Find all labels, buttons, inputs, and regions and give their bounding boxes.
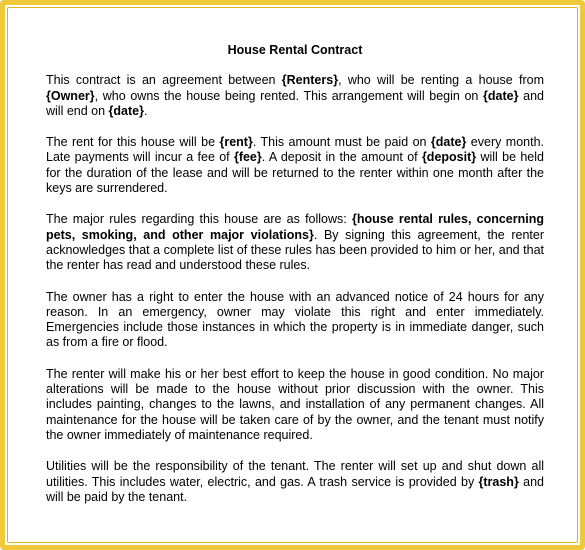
placeholder-field: {date} <box>108 103 144 118</box>
placeholder-field: {fee} <box>233 150 262 165</box>
placeholder-field: {house rental rules, concerning pets, smoking, and other major violations} <box>46 212 545 242</box>
placeholder-field: {date} <box>430 135 467 150</box>
contract-paragraph <box>46 290 544 351</box>
placeholder-field: {trash} <box>478 474 519 489</box>
contract-paragraph <box>46 212 544 273</box>
placeholder-field: {rent} <box>219 135 253 150</box>
contract-document <box>46 43 544 521</box>
paragraph-text: The major rules regarding this house are as follows: <box>46 212 352 227</box>
placeholder-field: {Owner} <box>46 88 95 103</box>
paragraph-text: . This amount must be paid on <box>252 135 431 150</box>
paragraph-text: The rent for this house will be <box>46 135 220 150</box>
placeholder-field: {date} <box>483 88 519 103</box>
document-title: House Rental Contract <box>227 43 363 57</box>
contract-paragraph <box>46 367 544 443</box>
paragraph-text: . <box>143 103 148 118</box>
paragraph-text: and will be paid by the tenant. <box>46 474 544 504</box>
contract-paragraph <box>46 73 544 119</box>
paragraph-text: every month. Late payments will incur a fee of <box>46 135 545 165</box>
paragraph-text: will be held for the duration of the lease and will be returned to the renter within one month after the keys are surrendered. <box>46 150 544 196</box>
paragraph-text: , who owns the house being rented. This arrangement will begin on <box>94 88 484 103</box>
paragraph-text: , who will be renting a house from <box>338 73 544 88</box>
contract-paragraph <box>46 135 544 196</box>
placeholder-field: {deposit} <box>421 150 477 165</box>
paragraph-text: The owner has a right to enter the house with an advanced notice of 24 hours for any reason. In an emergency, owner may violate this right and enter immediately. Emergencies include those instances in which the property is in immediate danger, such as from a fire or flood. <box>46 289 544 350</box>
paragraph-text: The renter will make his or her best effort to keep the house in good condition. No major alterations will be made to the house without prior discussion with the owner. This includes painting, changes to the lawns, and installation of any permanent changes. All maintenance for the house will be taken care of by the owner, and the tenant must notify the owner immediately of maintenance required. <box>46 366 544 442</box>
paragraph-text: . By signing this agreement, the renter acknowledges that a complete list of these rules has been provided to him or her, and that the renter has read and understood these rules. <box>46 227 544 273</box>
paragraph-text: and will end on <box>46 88 544 118</box>
paragraph-text: Utilities will be the responsibility of the tenant. The renter will set up and shut down all utilities. This includes water, electric, and gas. A trash service is provided by <box>46 459 544 489</box>
contract-paragraph <box>46 459 544 505</box>
paragraph-text: This contract is an agreement between <box>46 73 282 88</box>
paragraph-text: . A deposit in the amount of <box>261 150 422 165</box>
contract-body <box>46 73 544 505</box>
placeholder-field: {Renters} <box>281 73 339 88</box>
